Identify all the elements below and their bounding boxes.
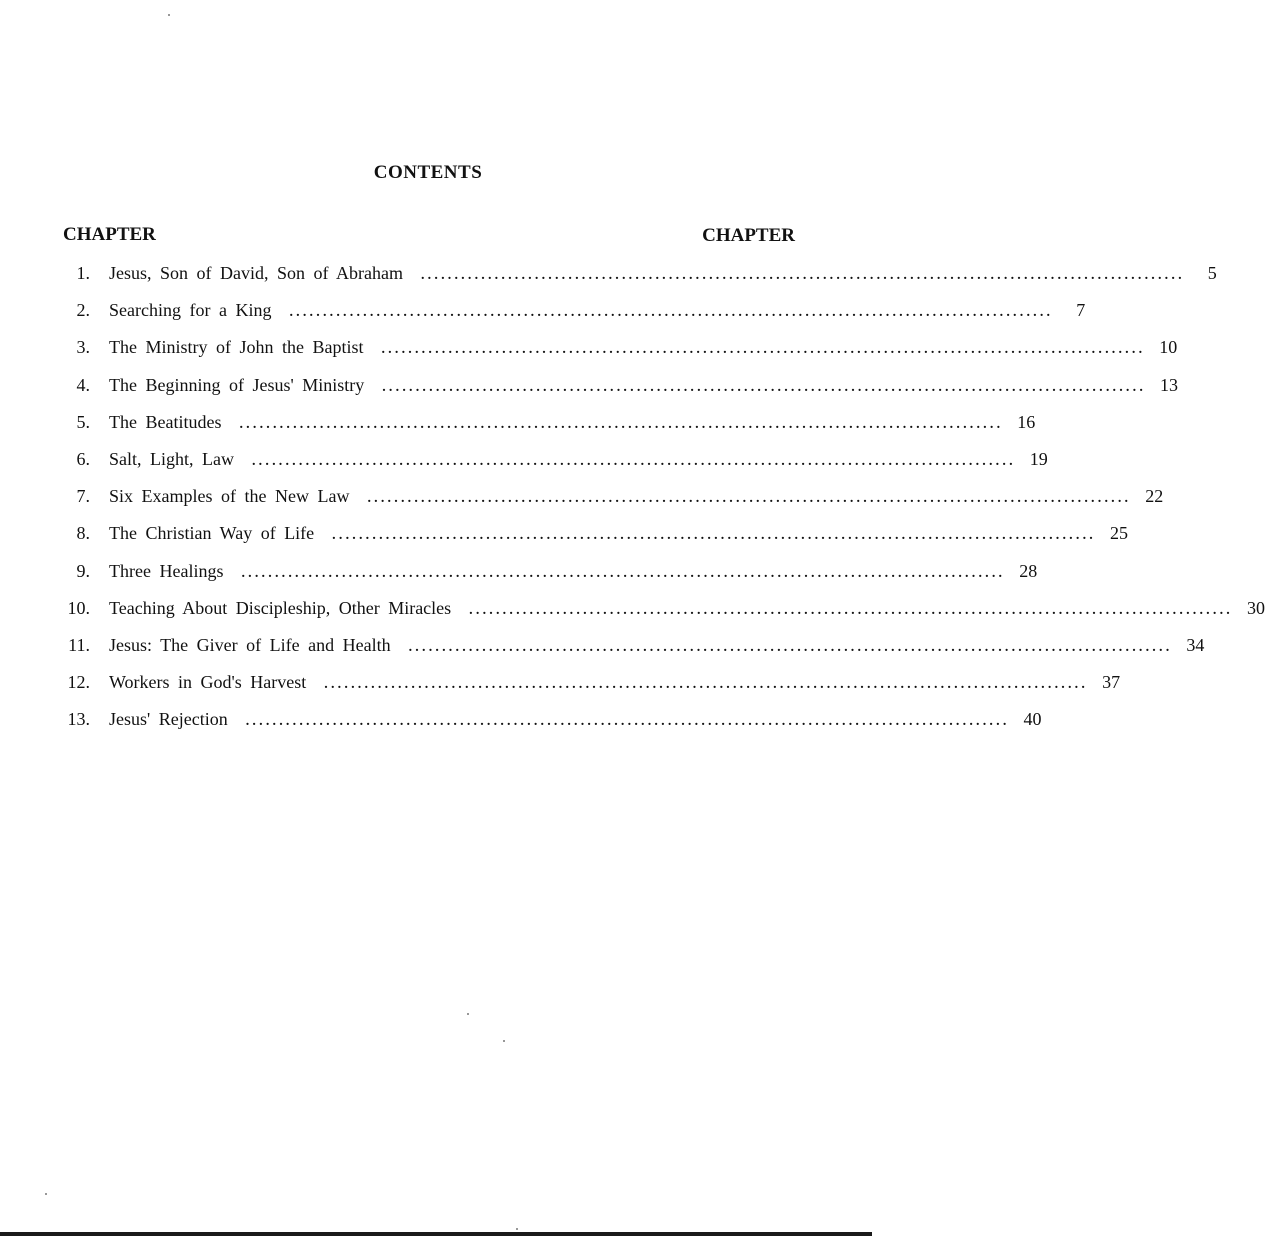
chapter-number: 9. [76,560,90,581]
chapter-column-header: CHAPTER [63,224,156,245]
dot-leader: .................................................................................................................. [241,565,1006,581]
chapter-number: 8. [76,523,90,544]
chapter-title: The Ministry of John the Baptist [109,337,364,358]
page-number: 10 [1159,337,1178,358]
dot-leader: .................................................................................................................. [332,528,1096,544]
dot-leader: .................................................................................................................. [239,416,1004,432]
chapter-number: 3. [76,337,90,358]
dot-leader: .................................................................................................................. [381,342,1146,358]
chapter-number: 4. [76,374,90,395]
scan-speck [168,14,170,16]
chapter-number: 5. [76,411,90,432]
toc-entry [109,407,1036,440]
page-column-header: CHAPTER [702,225,795,246]
chapter-title: The Beatitudes [109,411,222,432]
toc-entry [109,556,1038,589]
bottom-edge-rule [0,1232,872,1236]
toc-entry [109,370,1179,403]
chapter-number: 2. [76,300,90,321]
chapter-number: 13. [67,709,90,730]
chapter-number: 1. [76,263,90,283]
page-number: 28 [1019,560,1038,581]
chapter-title: Salt, Light, Law [109,448,234,469]
toc-row [0,556,1038,593]
chapter-number: 10. [67,597,90,618]
toc-entry [109,444,1048,477]
scan-speck [45,1193,47,1195]
toc-entry [109,593,1265,626]
chapter-title: Workers in God's Harvest [109,672,307,693]
page-number: 13 [1160,374,1179,395]
chapter-number: 11. [68,634,90,655]
chapter-title: Three Healings [109,560,224,581]
page-number: 7 [1076,300,1086,321]
toc-entry [109,630,1205,663]
page-number: 5 [1207,263,1217,283]
chapter-title: The Christian Way of Life [109,523,315,544]
dot-leader: .................................................................................................................. [251,453,1016,469]
toc-entry [109,332,1178,365]
contents-title: CONTENTS [373,162,483,183]
scan-speck [503,1040,505,1042]
chapter-title: Six Examples of the New Law [109,486,350,507]
chapter-number: 7. [76,486,90,507]
toc-row [0,630,1205,667]
chapter-title: Jesus: The Giver of Life and Health [109,634,391,655]
chapter-title: Jesus, Son of David, Son of Abraham [109,263,403,283]
scan-speck [516,1228,518,1230]
page-number: 19 [1029,448,1048,469]
dot-leader: .................................................................................................................. [420,268,1185,283]
dot-leader: .................................................................................................................. [469,602,1233,618]
page-number: 25 [1109,523,1128,544]
chapter-number: 12. [67,672,90,693]
toc-entry [109,481,1164,514]
chapter-number: 6. [76,448,90,469]
toc-row [0,332,1178,369]
toc-entry [109,667,1121,700]
dot-leader: .................................................................................................................. [324,677,1089,693]
toc-row [0,370,1179,407]
toc-row [0,295,1086,332]
toc-row [0,444,1048,481]
toc-row [0,593,1265,630]
table-of-contents [0,258,1265,741]
chapter-title: The Beginning of Jesus' Ministry [109,374,365,395]
toc-row [0,407,1036,444]
toc-entry [109,295,1086,328]
page-number: 40 [1023,709,1042,730]
dot-leader: .................................................................................................................. [408,639,1173,655]
scan-speck [467,1013,469,1015]
toc-row [0,481,1164,518]
toc-row [0,704,1042,741]
toc-entry [109,704,1042,737]
dot-leader: .................................................................................................................. [367,491,1132,507]
dot-leader: .................................................................................................................. [382,379,1147,395]
chapter-title: Teaching About Discipleship, Other Miracles [109,597,452,618]
toc-row [0,258,1217,295]
page-number: 34 [1186,634,1205,655]
toc-row [0,667,1121,704]
chapter-title: Searching for a King [109,300,272,321]
chapter-title: Jesus' Rejection [109,709,228,730]
page-number: 22 [1145,486,1164,507]
toc-entry [109,258,1217,291]
dot-leader: .................................................................................................................. [289,305,1054,321]
page-number: 16 [1017,411,1036,432]
toc-row [0,518,1128,555]
page-number: 37 [1102,672,1121,693]
toc-entry [109,518,1128,551]
dot-leader: .................................................................................................................. [245,714,1010,730]
page-number: 30 [1246,597,1265,618]
